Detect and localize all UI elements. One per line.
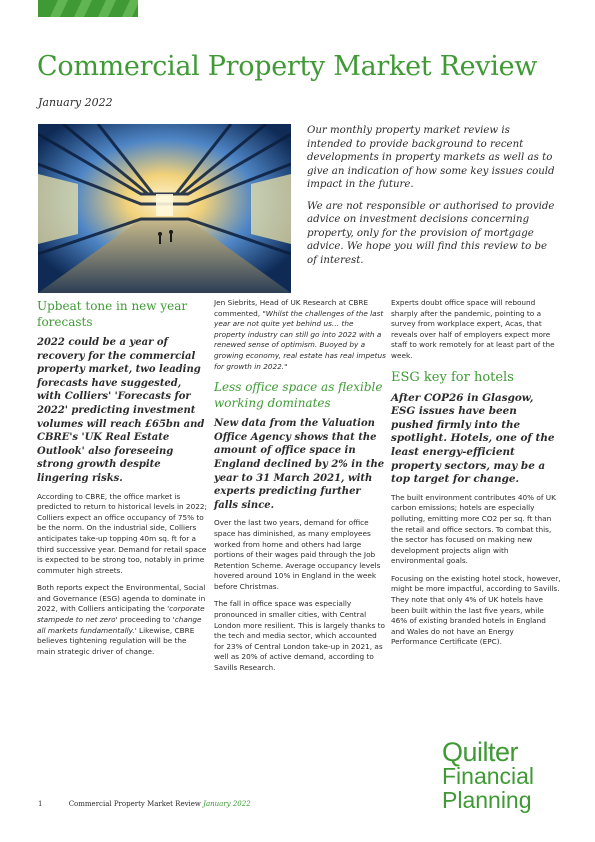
section-heading-esg-hotels: ESG key for hotels bbox=[391, 369, 514, 385]
article-column-2 bbox=[214, 298, 386, 681]
disclaimer-paragraph: We are not responsible or authorised to provide advice on investment decisions concerning property, only for the provision of mortgage advice. We hope you will find this review to be of interest. bbox=[307, 200, 555, 266]
body-paragraph-esg bbox=[37, 583, 207, 657]
text-run: Both reports expect the Environmental, Social and Governance (ESG) agenda to dominate in 2022, with Colliers anticipating the bbox=[37, 583, 206, 614]
footer-title: Commercial Property Market Review bbox=[68, 800, 201, 808]
logo-line: Quilter bbox=[442, 737, 519, 767]
page-number: 1 bbox=[38, 800, 43, 808]
text-run: Jen Siebrits, Head of UK Research at CBRE commented, bbox=[214, 298, 369, 318]
section-heading-forecasts: Upbeat tone in new year forecasts bbox=[37, 299, 188, 329]
logo-line: Financial bbox=[442, 763, 535, 789]
page-footer bbox=[38, 800, 251, 808]
issue-date: January 2022 bbox=[38, 96, 113, 109]
brand-chevron-band bbox=[38, 0, 138, 17]
article-column-1 bbox=[37, 298, 207, 664]
body-paragraph: According to CBRE, the office market is predicted to return to historical levels in 2022; Colliers expect an office occupancy of 75% to be the norm. On the industrial side, Colliers anticipates take-up topping 40m sq. ft for a third successive year. Demand for retail space is expected to be strong too, notably in prime commuter high streets. bbox=[37, 491, 207, 575]
lede-forecasts: 2022 could be a year of recovery for the commercial property market, two leading forecasts have suggested, with Colliers' 'Forecasts for 2022' predicting investment volumes will reach £65bn and CBRE's 'UK Real Estate Outlook' also foreseeing strong growth despite lingering risks. bbox=[37, 337, 205, 484]
intro-paragraph: Our monthly property market review is intended to provide background to recent developments in property markets as well as to give an indication of how some key issues could impact in the future. bbox=[307, 125, 555, 190]
body-paragraph: Focusing on the existing hotel stock, however, might be more impactful, according to Savills. They note that only 4% of UK hotels have been built within the last five years, while 46% of existing branded hotels in England and Wales do not have an Energy Performance Certificate (EPC). bbox=[391, 573, 561, 647]
body-paragraph: The fall in office space was especially pronounced in smaller cities, with Central London more resilient. This is largely thanks to the tech and media sector, which accounted for 23% of Central London take-up in 2021, as well as 20% of active demand, according to Savills Research. bbox=[214, 599, 385, 673]
article-column-3 bbox=[391, 298, 561, 655]
footer-date: January 2022 bbox=[203, 800, 251, 808]
hero-image bbox=[38, 124, 291, 293]
text-run: proceeding to bbox=[117, 615, 173, 625]
logo-line: Planning bbox=[442, 787, 532, 813]
text-run: Likewise, CBRE believes tightening regulation will be the main strategic driver of change. bbox=[37, 625, 195, 656]
section-heading-office-space: Less office space as flexible working dominates bbox=[214, 380, 383, 411]
body-paragraph: Experts doubt office space will rebound sharply after the pandemic, pointing to a survey from workplace expert, Acas, that reveals over half of employers expect more staff to work remotely for at least part of the week. bbox=[391, 298, 555, 360]
corridor-photo bbox=[38, 124, 291, 293]
intro-block bbox=[307, 124, 557, 275]
page-title: Commercial Property Market Review bbox=[37, 51, 538, 82]
quilter-logo bbox=[442, 737, 535, 813]
quote-run: 'change all markets fundamentally.' bbox=[37, 615, 202, 635]
lede-esg-hotels: After COP26 in Glasgow, ESG issues have been pushed firmly into the spotlight. Hotels, one of the least energy-efficient property sectors, may be a top target for change. bbox=[391, 391, 555, 486]
body-paragraph: Over the last two years, demand for office space has diminished, as many employees worked from home and others had large portions of their wages paid through the Job Retention Scheme. Average occupancy levels hovered around 10% in England in the week before Christmas. bbox=[214, 518, 381, 591]
body-paragraph: The built environment contributes 40% of UK carbon emissions; hotels are especially polluting, emitting more CO2 per sq. ft than the retail and office sectors. To combat this, the sector has focused on making new development projects align with environmental goals. bbox=[391, 492, 556, 566]
quote-run: 'corporate stampede to net zero' bbox=[37, 604, 205, 625]
quote-run: "Whilst the challenges of the last year are not quite yet behind us… the property industry can still go into 2022 with a renewed sense of optimism. Buoyed by a growing economy, real estate has real impetus for growth in 2022." bbox=[214, 308, 386, 371]
lede-office-space: New data from the Valuation Office Agency shows that the amount of office space in England declined by 2% in the year to 31 March 2021, with experts predicting further falls since. bbox=[214, 418, 385, 511]
chevron-pattern-icon bbox=[38, 0, 138, 17]
body-paragraph-quote bbox=[214, 298, 386, 372]
